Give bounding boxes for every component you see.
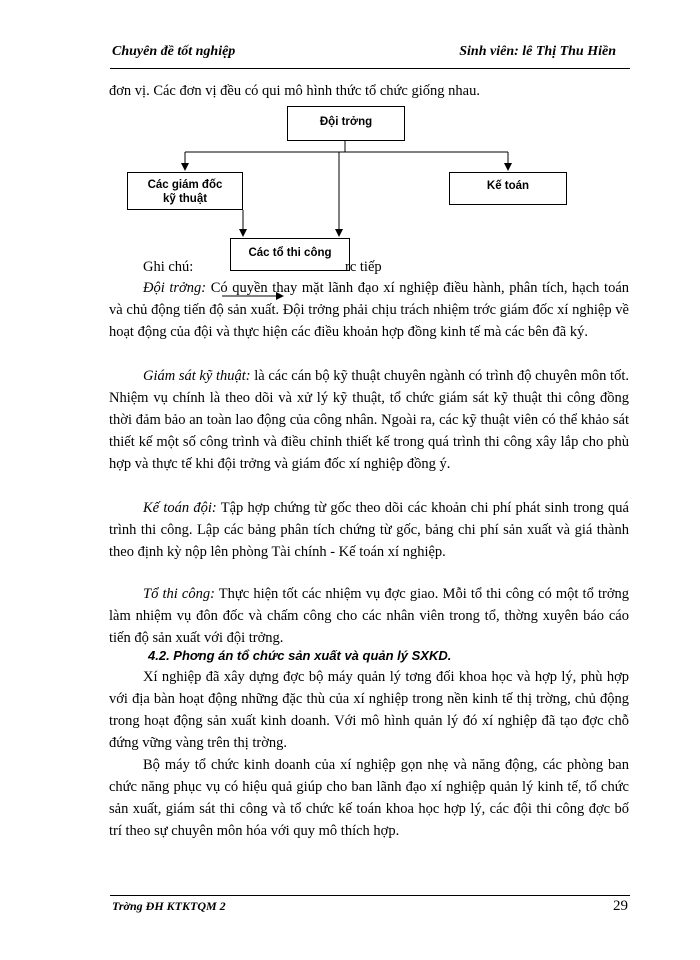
org-box-construction-teams: Các tổ thi công <box>230 238 350 271</box>
page-number: 29 <box>613 898 628 914</box>
para-construction-label: Tổ thi công: <box>143 586 215 602</box>
para-construction <box>109 583 629 649</box>
para-technical <box>109 365 629 475</box>
legend-text: rc tiếp <box>345 259 382 275</box>
legend-label: Ghi chú: <box>143 259 194 275</box>
footer-school: Trờng ĐH KTKTQM 2 <box>112 899 226 913</box>
para-technical-label: Giám sát kỹ thuật: <box>143 368 251 384</box>
para-accounting-text: Tập hợp chứng từ gốc theo dõi các khoản chi phí phát sinh trong quá trình thi công. Lập các bảng phân tích chứng từ gốc, bảng chi phí sản xuất và giá thành theo định kỳ nộp lên phòng Tài chính - Kế toán xí nghiệp. <box>109 500 629 560</box>
org-box-accountant: Kế toán <box>449 172 567 205</box>
para-team-leader-label: Đội trởng: <box>143 280 207 296</box>
header-left: Chuyên đề tốt nghiệp <box>112 44 236 59</box>
org-box-technical-directors: Các giám đốc kỹ thuật <box>127 172 243 210</box>
org-box-team-leader: Đội trởng <box>287 106 405 141</box>
header-right: Sinh viên: lê Thị Thu Hiền <box>459 44 616 59</box>
section-title: 4.2. Phơng án tổ chức sản xuất và quản lý SXKD. <box>148 648 452 663</box>
para-organization: Bộ máy tổ chức kinh doanh của xí nghiệp gọn nhẹ và năng động, các phòng ban chức năng phục vụ có hiệu quả giúp cho ban lãnh đạo xí nghiệp quản lý kinh tế, tổ chức sản xuất, giám sát thi công và tổ chức kế toán khoa học hợp lý, các đội thi công đợc bố trí theo sự chuyên môn hóa với quy mô thích hợp. <box>109 757 629 839</box>
para-technical-text: là các cán bộ kỹ thuật chuyên ngành có trình độ chuyên môn tốt. Nhiệm vụ chính là theo dõi và xử lý kỹ thuật, tổ chức giám sát kỹ thuật thi công đồng thời đảm bảo an toàn lao động của công nhân. Ngoài ra, các kỹ thuật viên có thể khảo sát thiết kế một số công trình và điều chỉnh thiết kế trong quá trình thi công xây lắp cho phù hợp và thực tế khi đội trởng và giám đốc xí nghiệp đồng ý. <box>109 368 629 472</box>
org-chart-connectors <box>0 0 700 300</box>
para-team-leader <box>109 277 629 343</box>
para-accounting <box>109 497 629 563</box>
para-team-leader-text: Có quyền thay mặt lãnh đạo xí nghiệp điều hành, phân tích, hạch toán và chủ động tiến độ sản xuất. Đội trởng phải chịu trách nhiệm trớc giám đốc xí nghiệp về hoạt động của đội và thực hiện các điều khoản hợp đồng kinh tế mà các bên đã ký. <box>109 280 629 340</box>
para-management: Xí nghiệp đã xây dựng đợc bộ máy quản lý tơng đối khoa học và hợp lý, phù hợp với địa bàn hoạt động những đặc thù của xí nghiệp trong nền kinh tế thị trờng, chủ động trong hoạt động sản xuất kinh doanh. Với mô hình quản lý đó xí nghiệp đã tạo đợc chỗ đứng vững vàng trên thị trờng. <box>109 669 629 751</box>
intro-line: đơn vị. Các đơn vị đều có qui mô hình thức tổ chức giống nhau. <box>109 83 480 99</box>
para-accounting-label: Kế toán đội: <box>143 500 217 516</box>
footer-rule <box>110 895 630 896</box>
para-construction-text: Thực hiện tốt các nhiệm vụ đợc giao. Mỗi tổ thi công có một tổ trởng làm nhiệm vụ đôn đốc và chấm công cho các nhân viên trong tổ, thờng xuyên báo cáo tiến độ sản xuất với đội trởng. <box>109 586 629 646</box>
